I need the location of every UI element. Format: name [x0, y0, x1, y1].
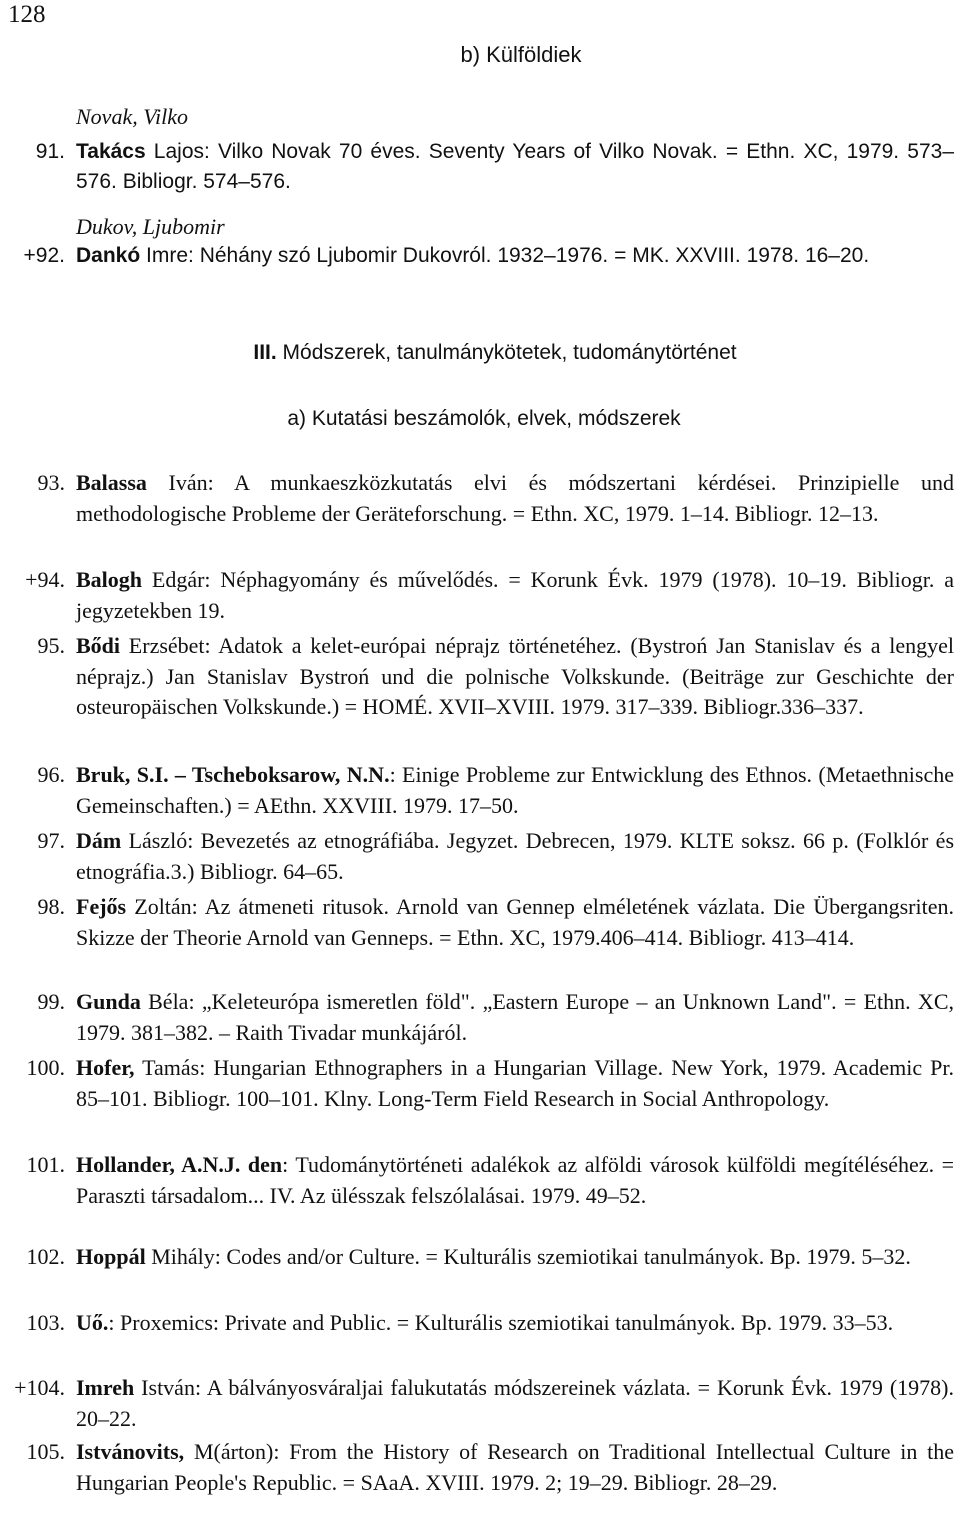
- entry-text: [76, 1150, 954, 1211]
- entry-text: [76, 760, 954, 821]
- entry-author: Bruk, S.I. – Tscheboksarow, N.N.: [76, 762, 390, 787]
- entry-text: [76, 826, 954, 887]
- entry-number: +92.: [23, 244, 65, 267]
- entry-number: 96.: [37, 762, 65, 787]
- entry-body: Béla: „Keleteurópa ismeretlen föld". „Eastern Europe – an Unknown Land". = Ethn. XC, 1979. 381–382. – Raith Tivadar munkájáról.: [76, 989, 954, 1045]
- entry-text: [76, 1373, 954, 1434]
- entry-author: Gunda: [76, 989, 141, 1014]
- entry-body: Imre: Néhány szó Ljubomir Dukovról. 1932–1976. = MK. XXVIII. 1978. 16–20.: [140, 244, 870, 267]
- entry-author: Hollander, A.N.J. den: [76, 1152, 283, 1177]
- chapter-title: Módszerek, tanulmánykötetek, tudománytörténet: [276, 341, 737, 364]
- entry-author: Istvánovits,: [76, 1439, 185, 1464]
- entry-number: 93.: [37, 470, 65, 495]
- section-heading: b) Külföldiek: [460, 42, 582, 67]
- entry-body: M(árton): From the History of Research on Traditional Intellectual Culture in the Hungarian People's Republic. = SAaA. XVIII. 1979. 2; 19–29. Bibliogr. 28–29.: [76, 1439, 954, 1495]
- entry-text: [76, 241, 954, 271]
- entry-text: [76, 987, 954, 1048]
- entry-author: Uő.: [76, 1310, 109, 1335]
- entry-text: [76, 892, 954, 953]
- entry-number: 95.: [37, 633, 65, 658]
- entry-text: [76, 1242, 954, 1273]
- entry-number: +94.: [25, 567, 65, 592]
- entry-author: Imreh: [76, 1375, 135, 1400]
- entry-body: Tamás: Hungarian Ethnographers in a Hungarian Village. New York, 1979. Academic Pr. 85–101. Bibliogr. 100–101. Klny. Long-Term Field Research in Social Anthropology.: [76, 1055, 954, 1111]
- entry-text: [76, 565, 954, 626]
- entry-author: Dankó: [76, 244, 141, 267]
- page-number: 128: [8, 1, 46, 28]
- entry-number: 99.: [37, 989, 65, 1014]
- chapter-heading: [0, 338, 960, 368]
- entry-body: Lajos: Vilko Novak 70 éves. Seventy Years of Vilko Novak. = Ethn. XC, 1979. 573–576. Bibliogr. 574–576.: [76, 140, 954, 193]
- entry-author: Hoppál: [76, 1244, 146, 1269]
- entry-body: Erzsébet: Adatok a kelet-európai néprajz történetéhez. (Bystroń Jan Stanislav és a lengyel néprajz.) Jan Stanislav Bystroń und die polnische Volkskunde. (Beiträge zur Geschichte der osteuropäischen Volkskunde.) = HOMÉ. XVII–XVIII. 1979. 317–339. Bibliogr.336–337.: [76, 633, 954, 719]
- entry-body: István: A bálványosváraljai falukutatás módszereinek vázlata. = Korunk Évk. 1979 (1978). 20–22.: [76, 1375, 954, 1431]
- entry-number: 98.: [37, 894, 65, 919]
- entry-number: 97.: [37, 828, 65, 853]
- entry-body: : Einige Probleme zur Entwicklung des Ethnos. (Metaethnische Gemeinschaften.) = AEthn. XXVIII. 1979. 17–50.: [76, 762, 955, 818]
- subsection-heading: a) Kutatási beszámolók, elvek, módszerek: [287, 407, 681, 430]
- entry-body: Mihály: Codes and/or Culture. = Kulturális szemiotikai tanulmányok. Bp. 1979. 5–32.: [145, 1244, 911, 1269]
- entry-body: László: Bevezetés az etnográfiába. Jegyzet. Debrecen, 1979. KLTE soksz. 66 p. (Folklór és etnográfia.3.) Bibliogr. 64–65.: [76, 828, 954, 884]
- entry-number: 103.: [26, 1310, 65, 1335]
- entry-text: [76, 1053, 954, 1114]
- entry-body: : Tudománytörténeti adalékok az alföldi városok külföldi megítéléséhez. = Paraszti társadalom... IV. Az ülésszak felszólalásai. 1979. 49–52.: [76, 1152, 954, 1208]
- entry-text: [76, 631, 954, 723]
- entry-author: Fejős: [76, 894, 127, 919]
- entry-number: 100.: [26, 1055, 65, 1080]
- entry-author: Takács: [76, 140, 146, 163]
- entry-text: [76, 137, 954, 197]
- entry-author: Bődi: [76, 633, 121, 658]
- entry-text: [76, 1308, 954, 1339]
- subject-name-novak: Novak, Vilko: [76, 104, 188, 129]
- entry-number: 91.: [35, 140, 65, 163]
- entry-author: Balassa: [76, 470, 147, 495]
- entry-author: Dám: [76, 828, 122, 853]
- entry-body: Edgár: Néphagyomány és művelődés. = Korunk Évk. 1979 (1978). 10–19. Bibliogr. a jegyzetekben 19.: [76, 567, 954, 623]
- entry-text: [76, 1437, 954, 1498]
- subject-name-dukov: Dukov, Ljubomir: [76, 214, 225, 239]
- entry-author: Balogh: [76, 567, 143, 592]
- entry-author: Hofer,: [76, 1055, 135, 1080]
- entry-body: Zoltán: Az átmeneti ritusok. Arnold van Gennep elméletének vázlata. Die Übergangsriten. Skizze der Theorie Arnold van Genneps. = Ethn. XC, 1979.406–414. Bibliogr. 413–414.: [76, 894, 954, 950]
- entry-body: : Proxemics: Private and Public. = Kulturális szemiotikai tanulmányok. Bp. 1979. 33–53.: [108, 1310, 894, 1335]
- chapter-numeral: III.: [253, 341, 277, 364]
- entry-number: 102.: [26, 1244, 65, 1269]
- entry-number: 105.: [26, 1439, 65, 1464]
- entry-text: [76, 468, 954, 529]
- entry-number: +104.: [14, 1375, 65, 1400]
- entry-number: 101.: [26, 1152, 65, 1177]
- entry-body: Iván: A munkaeszközkutatás elvi és módszertani kérdései. Prinzipielle und methodologische Probleme der Geräteforschung. = Ethn. XC, 1979. 1–14. Bibliogr. 12–13.: [76, 470, 954, 526]
